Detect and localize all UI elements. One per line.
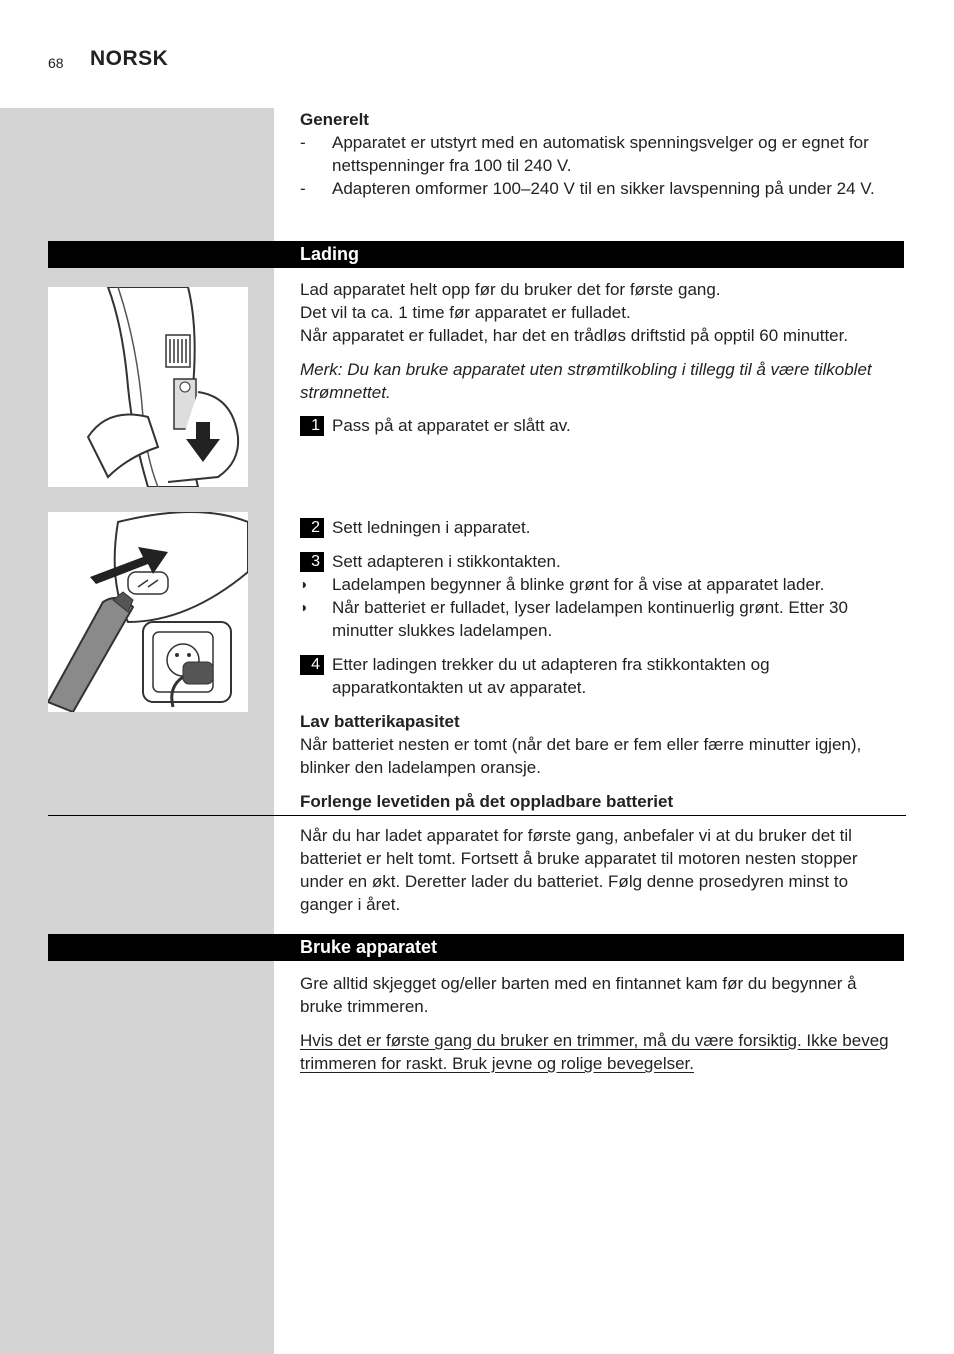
steps-2-3 [300,516,900,699]
step-text: Sett adapteren i stikkontakten. [332,552,561,571]
adapter-plug-illustration [48,512,248,712]
section-bar-lading [48,241,904,268]
page-number: 68 [48,55,64,71]
low-battery-text: Når batteriet nesten er tomt (når det bare er fem eller færre minutter igjen), blinker den ladelampen oransje. [300,735,862,777]
battery-life-text: Når du har ladet apparatet for første gang, anbefaler vi at du bruker det til batteriet er helt tomt. Fortsett å bruke apparatet til motoren nesten stopper under en økt. Deretter lader du batteriet. Følg denne prosedyren minst to ganger i året. [300,826,858,914]
low-battery-heading: Lav batterikapasitet [300,712,460,731]
intro-line: Når apparatet er fulladet, har det en trådløs driftstid på opptil 60 minutter. [300,326,849,345]
general-item [300,131,900,177]
low-battery-section [300,710,900,779]
step-1 [300,414,900,437]
intro-line: Lad apparatet helt opp før du bruker det for første gang. [300,280,721,299]
step-4 [300,653,900,699]
bullet-text: Ladelampen begynner å blinke grønt for å vise at apparatet lader. [332,575,825,594]
general-item-text: Adapteren omformer 100–240 V til en sikker lavspenning på under 24 V. [332,179,875,198]
general-heading: Generelt [300,110,369,129]
general-section [300,108,900,200]
step-text: Etter ladingen trekker du ut adapteren fra stikkontakten og apparatkontakten ut av apparatet. [332,655,770,697]
using-text: Gre alltid skjegget og/eller barten med en fintannet kam før du begynner å bruke trimmeren. [300,974,857,1016]
step-number: 1 [300,416,324,436]
figure-trimmer-switch-off [48,287,248,487]
section-title: Lading [300,244,359,264]
step-number: 4 [300,655,324,675]
step-3 [300,550,900,573]
using-warning: Hvis det er første gang du bruker en trimmer, må du være forsiktig. Ikke beveg trimmeren for raskt. Bruk jevne og rolige bevegelser. [300,1031,889,1073]
bullet-item [300,573,900,596]
general-item-text: Apparatet er utstyrt med en automatisk spenningsvelger og er egnet for nettspenninger fra 100 til 240 V. [332,133,869,175]
charging-intro [300,278,900,347]
language-title: NORSK [90,47,169,70]
bullet-item [300,596,900,642]
bullet-icon: ◗ [300,576,309,592]
trimmer-switch-illustration [48,287,248,487]
dash-marker: - [300,179,306,198]
section-title: Bruke apparatet [300,937,438,957]
charging-note: Merk: Du kan bruke apparatet uten strømtilkobling i tillegg til å være tilkoblet strømnettet. [300,360,872,402]
bullet-icon: ◗ [300,599,309,615]
battery-life-heading: Forlenge levetiden på det oppladbare batteriet [300,792,674,811]
general-item [300,177,900,200]
step-text: Sett ledningen i apparatet. [332,518,531,537]
bullet-text: Når batteriet er fulladet, lyser ladelampen kontinuerlig grønt. Etter 30 minutter slukkes ladelampen. [332,598,848,640]
section-bar-bruke-apparatet [48,934,904,961]
divider-line [48,815,906,816]
step-text: Pass på at apparatet er slått av. [332,416,571,435]
figure-plug-in-adapter [48,512,248,712]
step-2 [300,516,900,539]
step-number: 2 [300,518,324,538]
dash-marker: - [300,133,306,152]
step-number: 3 [300,552,324,572]
intro-line: Det vil ta ca. 1 time før apparatet er fulladet. [300,303,631,322]
